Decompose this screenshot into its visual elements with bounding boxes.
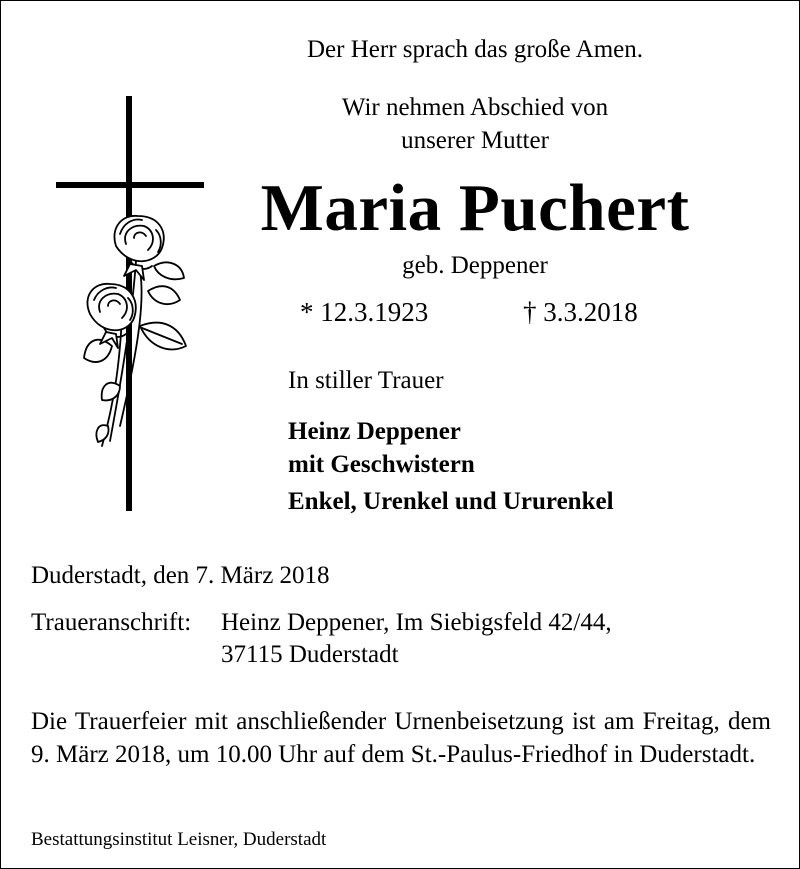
- birth-name: geb. Deppener: [402, 252, 548, 279]
- address-line1: Heinz Deppener, Im Siebigsfeld 42/44,: [221, 609, 612, 636]
- deceased-name: Maria Puchert: [260, 171, 690, 245]
- family-line2: mit Geschwistern: [288, 451, 475, 478]
- quote-line: Der Herr sprach das große Amen.: [307, 36, 643, 63]
- ceremony-text: Die Trauerfeier mit anschließender Urnenbeisetzung ist am Freitag, dem 9. März 2018, um 10.00 Uhr auf dem St.-Paulus-Friedhof in Duderstadt.: [31, 708, 771, 768]
- farewell-intro-line1: Wir nehmen Abschied von: [341, 94, 609, 121]
- farewell-intro-line2: unserer Mutter: [401, 127, 549, 154]
- place-and-date: Duderstadt, den 7. März 2018: [31, 562, 330, 589]
- farewell-intro: [240, 91, 710, 157]
- birth-date: * 12.3.1923: [300, 297, 429, 327]
- death-date: † 3.3.2018: [523, 297, 638, 327]
- address-line2: 37115 Duderstadt: [221, 641, 399, 668]
- family-block: [288, 415, 475, 481]
- undertaker-line: Bestattungsinstitut Leisner, Duderstadt: [31, 829, 327, 850]
- address-label: Traueranschrift:: [31, 609, 192, 636]
- mourning-line: In stiller Trauer: [288, 367, 444, 394]
- family-line3: Enkel, Urenkel und Ururenkel: [288, 488, 614, 515]
- cross-with-roses-icon: [50, 96, 210, 516]
- family-line1: Heinz Deppener: [288, 418, 461, 445]
- roses-icon: [84, 216, 186, 446]
